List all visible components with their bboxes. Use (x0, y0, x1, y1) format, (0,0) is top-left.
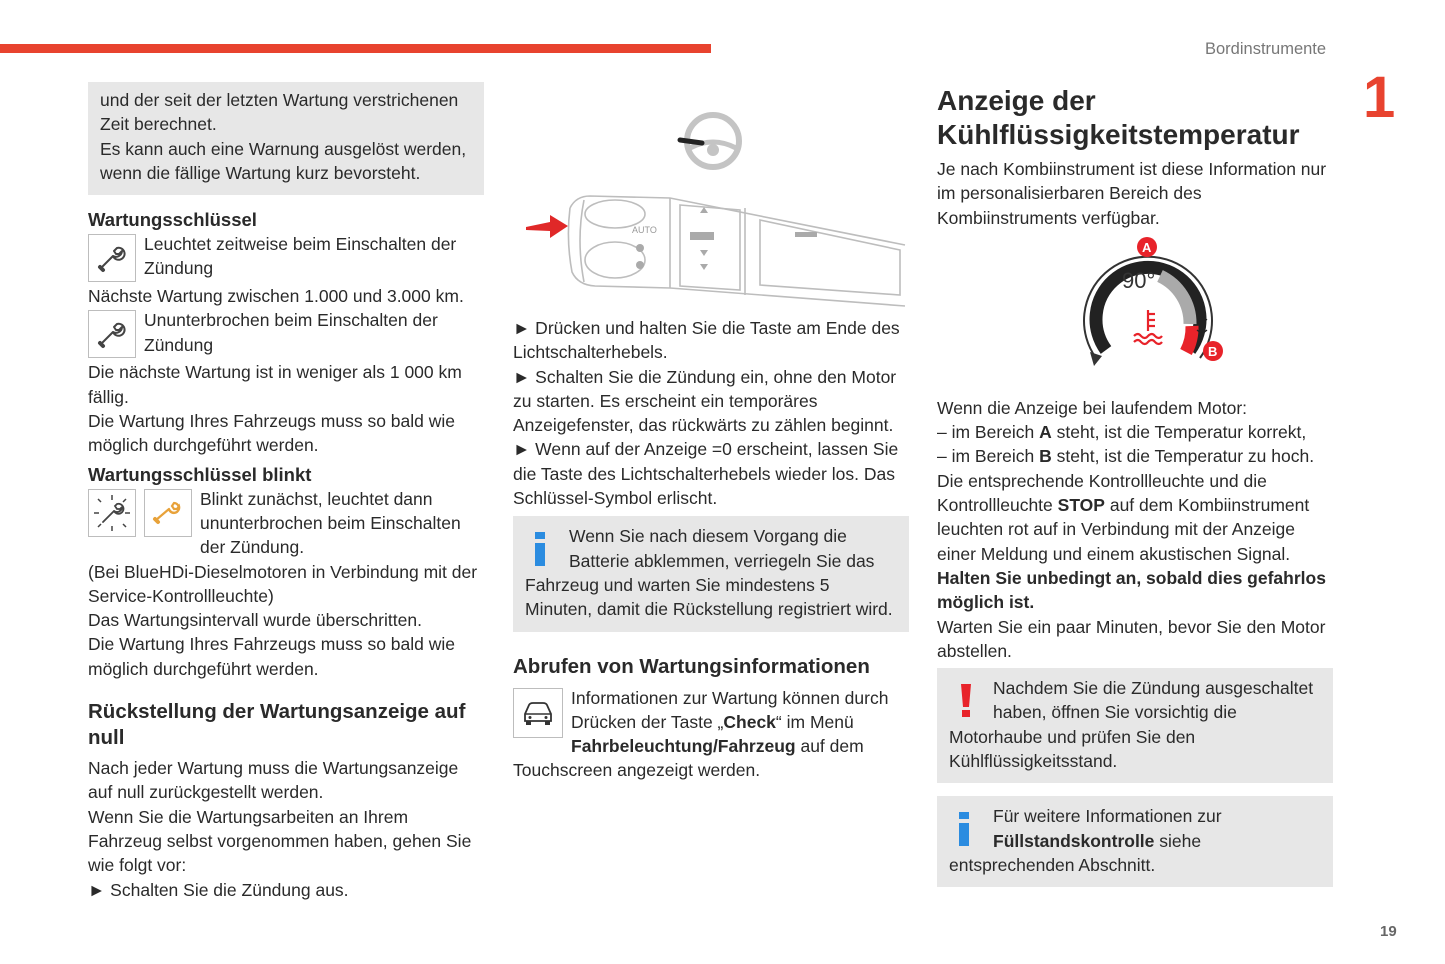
body-halt (937, 566, 1333, 615)
info-level-pre: Für weitere Informationen zur (993, 806, 1222, 827)
coolant-intro: Je nach Kombiinstrument ist diese Information nur im personalisierbaren Bereich des Kombiinstruments verfügbar. (937, 159, 1327, 228)
body-warten: Warten Sie ein paar Minuten, bevor Sie den Motor abstellen. (937, 616, 1326, 661)
wartungsschluessel-heading: Wartungsschlüssel (88, 209, 257, 231)
abrufen-text (513, 686, 909, 783)
blinkt-line-3: Das Wartungsintervall wurde überschritten. (88, 610, 422, 631)
range-a-letter: A (1039, 422, 1052, 443)
abrufen-item (513, 686, 909, 783)
intro-line-2: Es kann auch eine Warnung ausgelöst werden, wenn die fällige Wartung kurz bevorsteht. (100, 138, 467, 183)
range-a-post: steht, ist die Temperatur korrekt, (1051, 422, 1307, 443)
column-2 (513, 316, 909, 783)
gauge-area (937, 234, 1333, 394)
coolant-heading: Anzeige der Kühlflüssigkeitstemperatur (937, 85, 1300, 150)
info-box-level-text (949, 804, 1321, 877)
wrench-orange-icon (144, 489, 192, 537)
info-box-battery (513, 516, 909, 631)
info-icon (533, 532, 555, 572)
marker-a-label: A (1142, 239, 1152, 255)
wrench-icon (88, 234, 136, 282)
blinkt-heading: Wartungsschlüssel blinkt (88, 463, 312, 485)
info-box-level (937, 796, 1333, 887)
column-1 (88, 82, 484, 902)
info-icon (957, 812, 979, 852)
range-a-pre: – im Bereich (937, 422, 1040, 443)
body-range-b (937, 444, 1333, 565)
column-3 (937, 84, 1333, 887)
section-label: Bordinstrumente (1205, 40, 1327, 58)
warning-box-text: Nachdem Sie die Zündung ausgeschaltet haben, öffnen Sie vorsichtig die Motorhaube und prüfen Sie den Kühlflüssigkeitsstand. (949, 678, 1314, 772)
range-b-pre: – im Bereich (937, 446, 1040, 467)
car-icon (513, 688, 563, 738)
wrench-icon (88, 310, 136, 358)
info-box-battery-text: Wenn Sie nach diesem Vorgang die Batterie abklemmen, verriegeln Sie das Fahrzeug und warten Sie mindestens 5 Minuten, damit die Rückstellung registriert wird. (525, 526, 893, 620)
stop-label: STOP (1057, 495, 1105, 516)
page-number: 19 (1380, 923, 1397, 940)
stalk-auto-label: AUTO (632, 225, 657, 235)
chapter-number: 1 (1363, 65, 1396, 130)
check-label: Check (723, 711, 776, 732)
stalk-body (568, 196, 905, 306)
marker-b-label: B (1208, 343, 1218, 359)
reset-p2: Wenn Sie die Wartungsarbeiten an Ihrem Fahrzeug selbst vorgenommen haben, gehen Sie wie folgt vor: (88, 806, 472, 876)
range-b-end: auf dem Kombiinstrument leuchten rot auf in Verbindung mit der Anzeige einer Meldung und einem akustischen Signal. (937, 495, 1310, 564)
reset-heading: Rückstellung der Wartungsanzeige auf null (88, 700, 466, 750)
step-1: ► Drücken und halten Sie die Taste am Ende des Lichtschalterhebels. (513, 318, 900, 363)
steering-wheel-icon (680, 115, 739, 167)
wrench-item-1 (88, 232, 484, 284)
light-stalk-illustration (520, 110, 910, 310)
warning-box (937, 668, 1333, 783)
blinkt-text: Blinkt zunächst, leuchtet dann ununterbrochen beim Einschalten der Zündung. (200, 488, 461, 558)
wrench-item-2 (88, 308, 484, 360)
wrench-item-1-text: Leuchtet zeitweise beim Einschalten der Zündung (144, 234, 457, 279)
blinkt-item (88, 487, 484, 560)
step-2: ► Schalten Sie die Zündung ein, ohne den Motor zu starten. Es erscheint ein temporäres Anzeigefenster, das rückwärts zu zählen beginnt. (513, 366, 897, 436)
abrufen-text-c: auf dem Touchscreen angezeigt werden. (513, 736, 864, 781)
wrench-item-1-after: Nächste Wartung zwischen 1.000 und 3.000 km. (88, 286, 464, 307)
blinkt-line-4: Die Wartung Ihres Fahrzeugs muss so bald wie möglich durchgeführt werden. (88, 634, 456, 679)
stalk-symbols (636, 207, 817, 270)
accent-bar (0, 44, 711, 53)
intro-line-1: und der seit der letzten Wartung verstrichenen Zeit berechnet. (100, 90, 459, 135)
abrufen-text-a: Informationen zur Wartung können durch Drücken der Taste „ (571, 687, 889, 732)
blinkt-line-2: (Bei BlueHDi-Dieselmotoren in Verbindung mit der Service-Kontrollleuchte) (88, 561, 478, 606)
range-b-post: steht, ist die Temperatur zu hoch. Die entsprechende Kontrollleuchte und die Kontrollleuchte (937, 446, 1315, 516)
range-b-letter: B (1039, 446, 1052, 467)
temperature-gauge (1062, 234, 1232, 384)
body-lead: Wenn die Anzeige bei laufendem Motor: (937, 397, 1248, 418)
coolant-temp-icon (1134, 310, 1162, 344)
reset-step-1: ► Schalten Sie die Zündung aus. (88, 879, 349, 900)
wrench-item-2-after-1: Die nächste Wartung ist in weniger als 1 000 km fällig. (88, 362, 462, 407)
reset-p1: Nach jeder Wartung muss die Wartungsanzeige auf null zurückgestellt werden. (88, 758, 459, 803)
step-3: ► Wenn auf der Anzeige =0 erscheint, lassen Sie die Taste des Lichtschalterhebels wieder los. Das Schlüssel-Symbol erlischt. (513, 439, 899, 509)
abrufen-heading: Abrufen von Wartungsinformationen (513, 654, 870, 678)
red-arrow-icon (526, 215, 568, 238)
wrench-item-2-text: Ununterbrochen beim Einschalten der Zündung (144, 310, 438, 355)
wrench-blinking-icon (88, 489, 136, 537)
menu-label: Fahrbeleuchtung/Fahrzeug (571, 736, 796, 757)
gauge-value: 90° (1122, 267, 1156, 293)
halt-bold: Halten Sie unbedingt an, sobald dies gefahrlos möglich ist. (937, 567, 1326, 613)
body-range-a (937, 420, 1333, 444)
abrufen-text-b: “ im Menü (775, 711, 854, 732)
warning-exclamation-icon (959, 684, 981, 724)
intro-box (88, 82, 484, 195)
wrench-item-2-after-2: Die Wartung Ihres Fahrzeugs muss so bald wie möglich durchgeführt werden. (88, 411, 456, 456)
info-level-bold: Füllstandskontrolle (993, 830, 1155, 851)
info-level-post: siehe entsprechenden Abschnitt. (949, 830, 1202, 875)
